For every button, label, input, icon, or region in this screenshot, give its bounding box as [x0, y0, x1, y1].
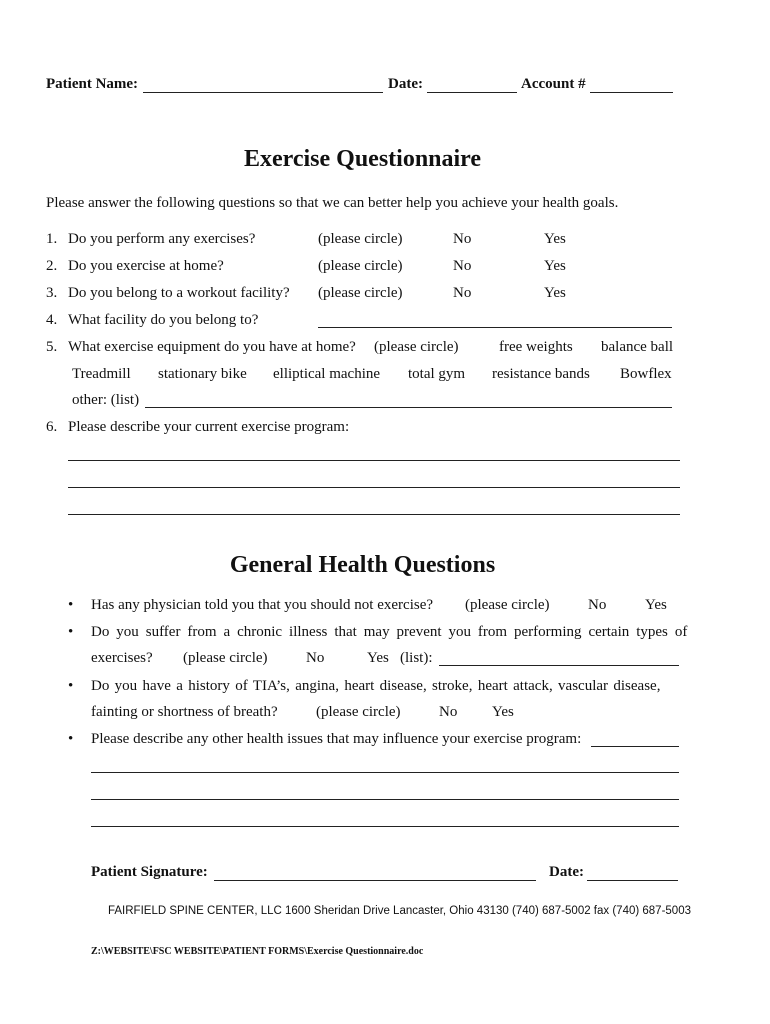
equipment-resistance-bands[interactable]: resistance bands [492, 366, 590, 382]
q3-number: 3. [46, 285, 58, 301]
bullet-1: • [68, 597, 74, 613]
b2-text-line-2: exercises? [91, 650, 153, 666]
equipment-stationary-bike[interactable]: stationary bike [158, 366, 247, 382]
equipment-bowflex[interactable]: Bowflex [620, 366, 672, 382]
footer-address: FAIRFIELD SPINE CENTER, LLC 1600 Sheridan Drive Lancaster, Ohio 43130 (740) 687-5002 fax (740) 687-5003 [108, 905, 691, 917]
other-health-issues-line-2[interactable] [91, 799, 679, 800]
q2-circle-hint: (please circle) [318, 258, 403, 274]
other-health-issues-line-3[interactable] [91, 826, 679, 827]
equipment-other-label: other: (list) [72, 392, 140, 408]
b1-circle-hint: (please circle) [465, 597, 550, 613]
q2-text: Do you exercise at home? [68, 258, 224, 274]
bullet-3: • [68, 678, 74, 694]
q1-no-option[interactable]: No [453, 231, 472, 247]
account-label: Account # [521, 76, 586, 92]
q1-number: 1. [46, 231, 58, 247]
q6-text: Please describe your current exercise program: [68, 419, 350, 435]
q5-text: What exercise equipment do you have at home? [68, 339, 356, 355]
b3-text-line-2: fainting or shortness of breath? [91, 704, 278, 720]
date-field[interactable] [427, 92, 517, 93]
bullet-2: • [68, 624, 74, 640]
signature-date-label: Date: [549, 864, 584, 880]
exercise-title: Exercise Questionnaire [243, 146, 482, 172]
b3-no-option[interactable]: No [439, 704, 458, 720]
exercise-program-line-1[interactable] [68, 460, 680, 461]
q2-no-option[interactable]: No [453, 258, 472, 274]
signature-label: Patient Signature: [91, 864, 208, 880]
q3-text: Do you belong to a workout facility? [68, 285, 290, 301]
b2-list-label: (list): [400, 650, 433, 666]
facility-field[interactable] [318, 327, 672, 328]
q5-number: 5. [46, 339, 58, 355]
q5-circle-hint: (please circle) [374, 339, 459, 355]
q1-text: Do you perform any exercises? [68, 231, 256, 247]
q6-number: 6. [46, 419, 58, 435]
q2-yes-option[interactable]: Yes [544, 258, 566, 274]
patient-name-label: Patient Name: [46, 76, 139, 92]
q2-number: 2. [46, 258, 58, 274]
footer-file-path: Z:\WEBSITE\FSC WEBSITE\PATIENT FORMS\Exercise Questionnaire.doc [91, 946, 424, 957]
b3-yes-option[interactable]: Yes [492, 704, 514, 720]
q1-yes-option[interactable]: Yes [544, 231, 566, 247]
b2-yes-option[interactable]: Yes [367, 650, 389, 666]
equipment-elliptical[interactable]: elliptical machine [273, 366, 381, 382]
equipment-treadmill[interactable]: Treadmill [72, 366, 131, 382]
q1-circle-hint: (please circle) [318, 231, 403, 247]
health-title: General Health Questions [229, 552, 496, 578]
date-label: Date: [388, 76, 423, 92]
exercise-intro: Please answer the following questions so that we can better help you achieve your health goals. [46, 195, 619, 211]
signature-field[interactable] [214, 880, 536, 881]
b1-yes-option[interactable]: Yes [645, 597, 667, 613]
patient-name-field[interactable] [143, 92, 383, 93]
equipment-balance-ball[interactable]: balance ball [601, 339, 674, 355]
exercise-program-line-3[interactable] [68, 514, 680, 515]
other-health-issues-inline-field[interactable] [591, 746, 679, 747]
bullet-4: • [68, 731, 74, 747]
b2-text-line-1: Do you suffer from a chronic illness that may prevent you from performing certain types of [91, 624, 688, 640]
q3-no-option[interactable]: No [453, 285, 472, 301]
q3-circle-hint: (please circle) [318, 285, 403, 301]
q3-yes-option[interactable]: Yes [544, 285, 566, 301]
b1-no-option[interactable]: No [588, 597, 607, 613]
equipment-total-gym[interactable]: total gym [408, 366, 466, 382]
b1-text: Has any physician told you that you should not exercise? [91, 597, 434, 613]
equipment-other-field[interactable] [145, 407, 672, 408]
account-field[interactable] [590, 92, 673, 93]
q4-text: What facility do you belong to? [68, 312, 259, 328]
b4-text: Please describe any other health issues that may influence your exercise program: [91, 731, 582, 747]
q4-number: 4. [46, 312, 58, 328]
b2-no-option[interactable]: No [306, 650, 325, 666]
b2-circle-hint: (please circle) [183, 650, 268, 666]
b3-text-line-1: Do you have a history of TIA’s, angina, heart disease, stroke, heart attack, vascular disease, [91, 678, 661, 694]
equipment-free-weights[interactable]: free weights [499, 339, 573, 355]
exercise-program-line-2[interactable] [68, 487, 680, 488]
chronic-illness-field[interactable] [439, 665, 679, 666]
signature-date-field[interactable] [587, 880, 678, 881]
other-health-issues-line-1[interactable] [91, 772, 679, 773]
b3-circle-hint: (please circle) [316, 704, 401, 720]
